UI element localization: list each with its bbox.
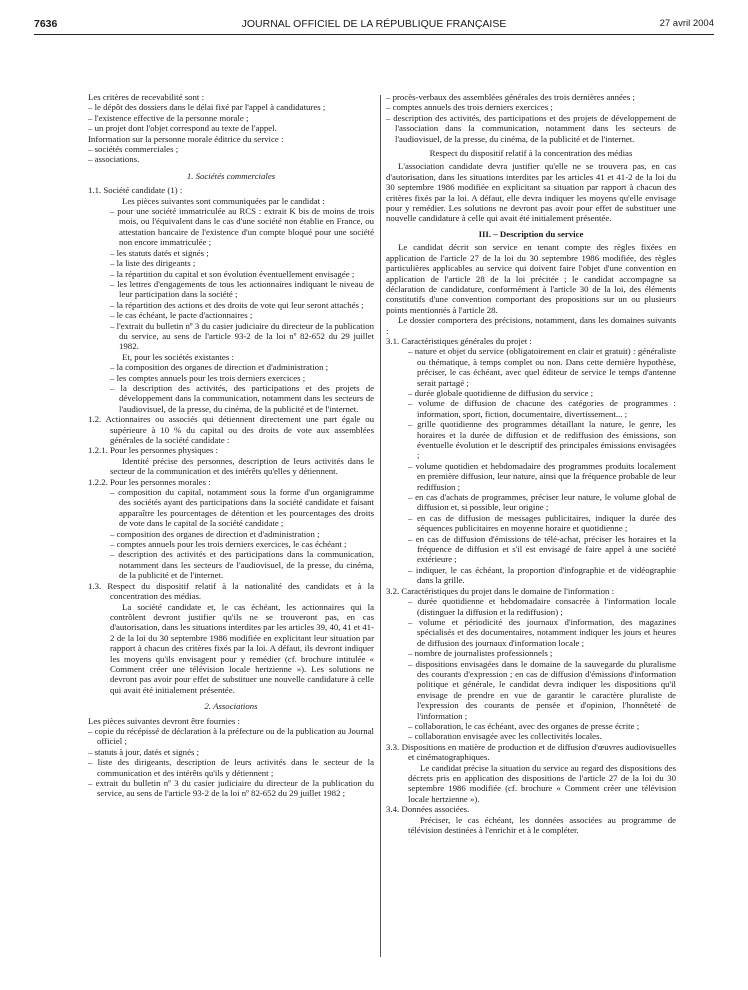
list-item: – en cas d'achats de programmes, préciser leur nature, le volume global de diffusion et, si possible, leur origine ;	[408, 492, 676, 513]
right-column	[386, 92, 676, 835]
list-item: – procès-verbaux des assemblées générales des trois dernières années ;	[386, 92, 635, 102]
list-item: – grille quotidienne des programmes détaillant la nature, le genre, les horaires et la durée de diffusion et de rediffusion des émissions, son éventuelle évolution et le descriptif des principales émissions envisagées ;	[408, 419, 676, 461]
intro-item: – associations.	[88, 154, 140, 165]
subsection-3-1: 3.1. Caractéristiques générales du projet :	[386, 335, 532, 346]
list-item: – composition des organes de direction et d'administration ;	[110, 528, 320, 539]
column-divider	[380, 95, 381, 957]
list-item: – volume quotidien et hebdomadaire des programmes produits localement en première diffusion, leur nature, ainsi que la fréquence probable de leur rediffusion ;	[408, 460, 676, 492]
left-column	[88, 92, 374, 799]
list	[408, 346, 676, 585]
list-item: – liste des dirigeants, description de leurs activités dans le secteur de la communication et des intérêts qu'ils y détiennent ;	[88, 757, 374, 778]
concentration-title: Respect du dispositif relatif à la concentration des médias	[429, 148, 633, 159]
subsection-1-1: 1.1. Société candidate (1) :	[88, 185, 183, 196]
list-item: – le cas échéant, le pacte d'actionnaires ;	[110, 310, 253, 321]
paragraph: Le dossier comportera des précisions, notamment, dans les domaines suivants :	[386, 315, 676, 336]
list-item: – comptes annuels des trois derniers exercices ;	[386, 102, 553, 113]
list	[110, 362, 374, 414]
list-item: – la répartition du capital et son évolution éventuellement envisagée ;	[110, 268, 355, 279]
paragraph: Et, pour les sociétés existantes :	[122, 351, 234, 362]
list-item: – pour une société immatriculée au RCS : extrait K bis de moins de trois mois, ou l'équivalent dans le cas d'une société non établie en France, ou attestation bancaire de l'existence d'un compte bloqué pour une société non encore immatriculée ;	[110, 206, 374, 248]
list-item: – collaboration envisagée avec les collectivités locales.	[408, 731, 602, 742]
paragraph: Les pièces suivantes devront être fournies :	[88, 715, 240, 726]
list-item: – extrait du bulletin nº 3 du casier judiciaire du directeur de la publication du service, au sens de l'article 93-2 de la loi nº 82-652 du 29 juillet 1982 ;	[88, 778, 374, 799]
list-item: – statuts à jour, datés et signés ;	[88, 746, 200, 757]
list-item: – les statuts datés et signés ;	[110, 247, 209, 258]
list-item: – nombre de journalistes professionnels ;	[408, 648, 553, 659]
list-item: – durée quotidienne et hebdomadaire consacrée à l'information locale (distinguer la diffusion et la rediffusion) ;	[408, 596, 676, 617]
list-item: – dispositions envisagées dans le domaine de la sauvegarde du pluralisme des courants d'expression ; en cas de diffusion d'émissions d'information politique et générale, le candidat devra indiquer les dispositions qu'il envisage de prendre en vue de garantir le caractère pluraliste de l'expression des courants de pensée et d'opinion, l'honnêteté de l'information ;	[408, 658, 676, 721]
subsection-3-4: 3.4. Données associées.	[386, 804, 470, 815]
list-item: – en cas de diffusion d'émissions de télé-achat, préciser les horaires et la fréquence de diffusion et s'il est envisagé de faire appel à une société extérieure ;	[408, 533, 676, 565]
list-item: – la description des activités, des participations et des projets de développement dans la communication, notamment dans les secteurs de l'audiovisuel, de la presse, du cinéma, de la publicité et de l'internet.	[110, 382, 374, 414]
list-item: – nature et objet du service (obligatoirement en clair et gratuit) : généraliste ou thématique, à temps complet ou non. Dans cette dernière hypothèse, préciser, le cas échéant, avec quel éditeur de service le temps d'antenne serait partagé ;	[408, 346, 676, 388]
list-item: – en cas de diffusion de messages publicitaires, indiquer la durée des séquences publicitaires en moyenne horaire et quotidienne ;	[408, 512, 676, 534]
section-heading-description: III. – Description du service	[478, 228, 584, 239]
list-item: – composition du capital, notamment sous la forme d'un organigramme des sociétés ayant des participations dans la société candidate et faisant apparaître les pourcentages de détention et les pourcentages des droits de vote dans le capital de la société candidate ;	[110, 487, 374, 529]
publication-date: 27 avril 2004	[659, 18, 714, 29]
list	[408, 596, 676, 742]
subsection-1-2: 1.2. Actionnaires ou associés qui détiennent directement une part égale ou supérieure à 10 % du capital ou des droits de vote aux assemblées générales de la société candidate :	[88, 414, 374, 445]
list-item: – la répartition des actions et des droits de vote qui leur seront attachés ;	[110, 299, 364, 310]
page-number: 7636	[34, 18, 58, 30]
intro-line: Information sur la personne morale éditrice du service :	[88, 133, 284, 144]
paragraph: Identité précise des personnes, description de leurs activités dans le secteur de la communication et des intérêts qu'elles y détiennent.	[110, 455, 374, 477]
list-item: – la liste des dirigeants ;	[110, 258, 196, 269]
subsection-3-3: 3.3. Dispositions en matière de production et de diffusion d'œuvres audiovisuelles et cinématographiques.	[386, 741, 676, 763]
list-item: – les lettres d'engagements de tous les actionnaires indiquant le niveau de leur participation dans la société ;	[110, 278, 374, 300]
section-heading-societes: 1. Sociétés commerciales	[186, 170, 276, 181]
subsection-1-2-1: 1.2.1. Pour les personnes physiques :	[88, 445, 218, 456]
section-heading-associations: 2. Associations	[204, 701, 258, 712]
list-item: – la composition des organes de direction et d'administration ;	[110, 362, 329, 373]
list-item: – description des activités, des participations et des projets de développement de l'association dans la communication, notamment dans les secteurs de l'audiovisuel, de la presse, du cinéma, de la publicité et de l'internet.	[386, 112, 676, 144]
list-item: – indiquer, le cas échéant, la proportion d'infographie et de vidéographie dans la grille.	[408, 564, 676, 586]
list-item: – volume de diffusion de chacune des catégories de programmes : information, sport, fiction, documentaire, divertissement... ;	[408, 398, 676, 419]
page-header	[34, 18, 714, 34]
intro-item: – un projet dont l'objet correspond au texte de l'appel.	[88, 123, 277, 134]
list-item: – volume et périodicité des journaux d'information, des magazines spécialisés et des documentaires, notamment indiquer les jours et heures de diffusion des journaux d'information locale ;	[408, 616, 676, 648]
list-item: – l'extrait du bulletin nº 3 du casier judiciaire du directeur de la publication du service, au sens de l'article 93-2 de la loi nº 82-652 du 29 juillet 1982.	[110, 320, 374, 352]
list-item: – durée globale quotidienne de diffusion du service ;	[408, 387, 594, 398]
intro-item: – l'existence effective de la personne morale ;	[88, 112, 249, 123]
list-item: – les comptes annuels pour les trois derniers exercices ;	[110, 372, 306, 383]
subsection-1-2-2: 1.2.2. Pour les personnes morales :	[88, 476, 211, 487]
paragraph: L'association candidate devra justifier qu'elle ne se trouvera pas, en cas d'autorisation, dans les situations interdites par les articles 41 et 41-2 de la loi du 30 septembre 1986 modifiée en explicitant sa situation par rapport à chacun des critères fixés par la loi. A défaut, elle devra indiquer les moyens qu'elle envisage pour y remédier. Les solutions ne devront pas avoir pour effet de substituer une nouvelle candidature à celle qui avait été initialement présentée.	[386, 161, 676, 224]
subsection-3-2: 3.2. Caractéristiques du projet dans le domaine de l'information :	[386, 585, 615, 596]
journal-title: JOURNAL OFFICIEL DE LA RÉPUBLIQUE FRANÇAISE	[241, 18, 507, 30]
list	[110, 487, 374, 581]
list-item: – copie du récépissé de déclaration à la préfecture ou de la publication au Journal officiel ;	[88, 725, 374, 747]
paragraph: La société candidate et, le cas échéant, les actionnaires qui la contrôlent devront justifier qu'ils ne se trouveront pas, en cas d'autorisation, dans les situations interdites par les articles 39, 40, 41 et 41-2 de la loi du 30 septembre 1986 modifiée en explicitant leur situation par rapport à chacun des critères fixés par la loi. A défaut, ils devront indiquer les moyens qu'ils envisagent pour y remédier (cf. brochure intitulée « Comment créer une télévision locale hertzienne »). Les solutions ne devront pas avoir pour effet de substituer une nouvelle candidature à celle qui avait été initialement présentée.	[110, 601, 374, 695]
subsection-1-3: 1.3. Respect du dispositif relatif à la nationalité des candidats et à la concentration des médias.	[88, 580, 374, 602]
paragraph: Les pièces suivantes sont communiquées par le candidat :	[122, 195, 325, 206]
header-rule	[34, 34, 714, 35]
list-item: – comptes annuels pour les trois derniers exercices, le cas échéant ;	[110, 539, 347, 550]
intro-item: – sociétés commerciales ;	[88, 144, 179, 155]
list	[110, 206, 374, 352]
paragraph: Le candidat précise la situation du service au regard des dispositions des décrets pris en application des dispositions de l'article 27 de la loi du 30 septembre 1986 modifiée (cf. brochure « Comment créer une télévision locale hertzienne »).	[408, 762, 676, 804]
paragraph: Le candidat décrit son service en tenant compte des règles fixées en application de l'article 27 de la loi du 30 septembre 1986 modifiée, des règles particulières applicables au service qui doivent faire l'objet d'une convention en application de l'article 28 de la loi précitée ; le candidat accompagne sa déclaration de candidature, conformément à l'article 30 de la loi, des éléments constitutifs d'une convention comportant des propositions sur un ou plusieurs points mentionnés à l'article 28.	[386, 242, 676, 315]
recevability-intro	[88, 92, 374, 165]
intro-line: Les critères de recevabilité sont :	[88, 92, 205, 102]
list-item: – collaboration, le cas échéant, avec des organes de presse écrite ;	[408, 720, 640, 731]
list-item: – description des activités et des participations dans la communication, notamment dans les secteurs de l'audiovisuel, de la presse, du cinéma, de la publicité et de l'internet.	[110, 549, 374, 581]
paragraph: Préciser, le cas échéant, les données associées au programme de télévision destinées à l'enrichir et à le compléter.	[408, 814, 676, 836]
intro-item: – le dépôt des dossiers dans le délai fixé par l'appel à candidatures ;	[88, 102, 326, 113]
